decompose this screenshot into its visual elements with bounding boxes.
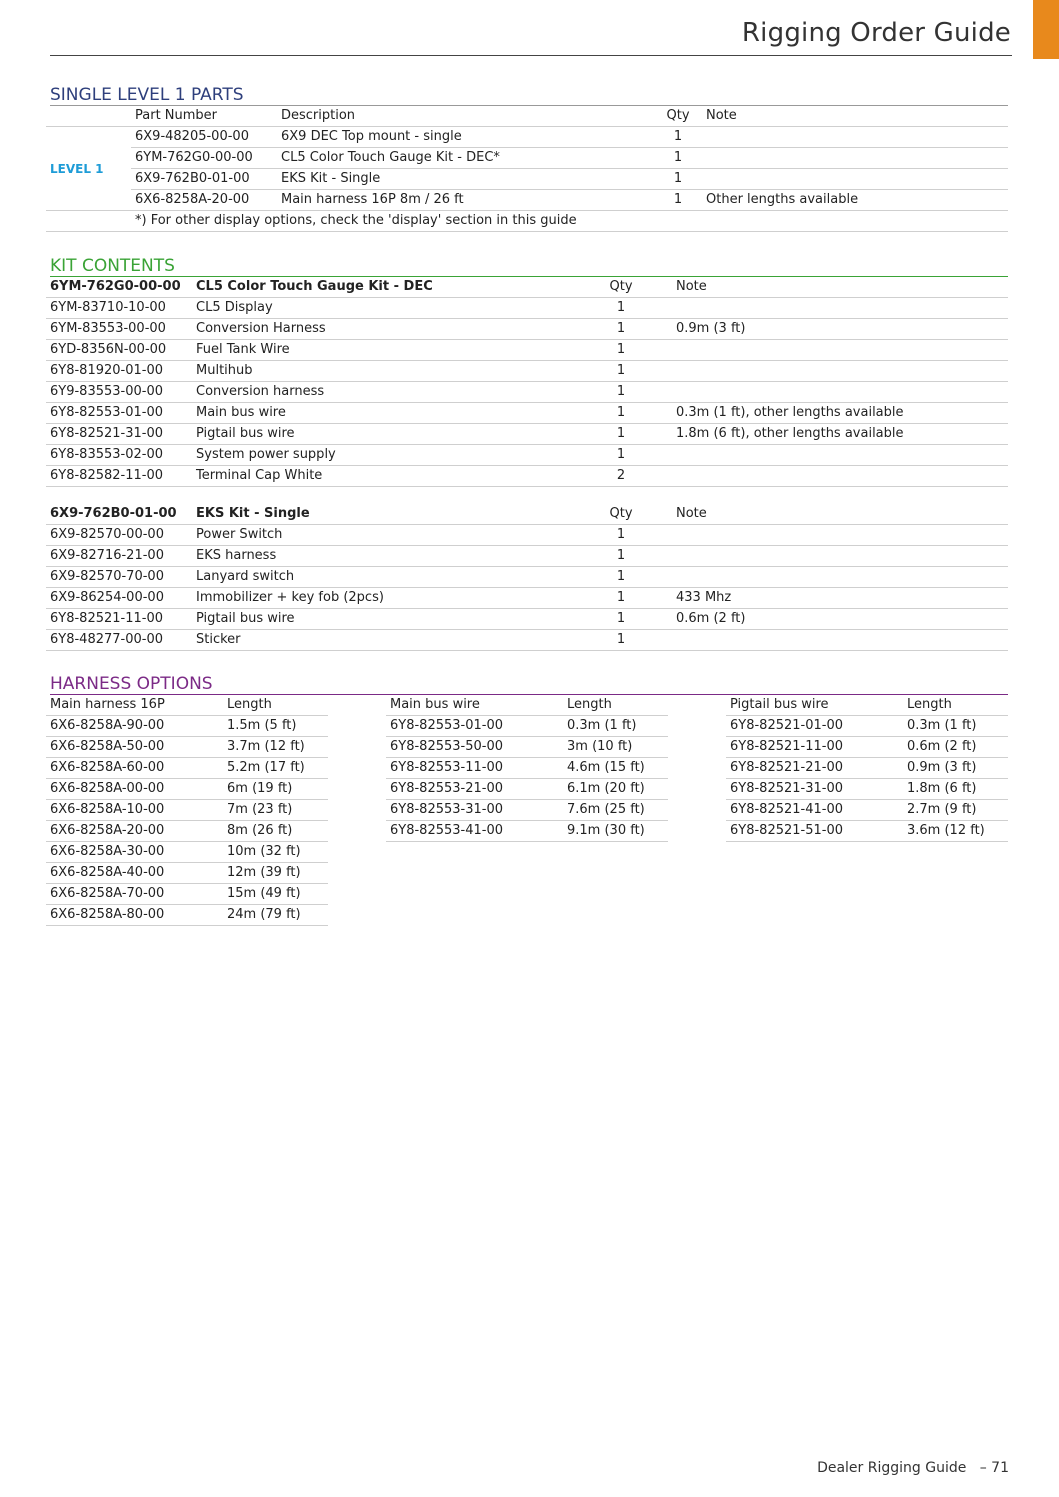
qty: 1: [654, 190, 702, 211]
part-number: 6X6-8258A-70-00: [46, 884, 223, 905]
description: 6X9 DEC Top mount - single: [277, 127, 654, 148]
footnote: *) For other display options, check the 'display' section in this guide: [131, 211, 1008, 232]
qty: 1: [570, 361, 672, 382]
footer-text: Dealer Rigging Guide: [817, 1460, 967, 1476]
table-row: [46, 546, 1008, 567]
table-row: [46, 905, 328, 926]
length: 7m (23 ft): [223, 800, 328, 821]
kit-contents-title: KIT CONTENTS: [50, 256, 175, 276]
length: 5.2m (17 ft): [223, 758, 328, 779]
table-row: [46, 884, 328, 905]
kit2-part-number: 6X9-762B0-01-00: [46, 504, 192, 525]
qty: 1: [570, 525, 672, 546]
table-row: [46, 758, 328, 779]
header-name: Main harness 16P: [46, 695, 223, 716]
table-row: [46, 525, 1008, 546]
description: CL5 Display: [192, 298, 570, 319]
description: Main harness 16P 8m / 26 ft: [277, 190, 654, 211]
header-qty: Qty: [570, 277, 672, 298]
table-row: [386, 737, 668, 758]
part-number: 6X6-8258A-90-00: [46, 716, 223, 737]
table-row: [386, 716, 668, 737]
header-length: Length: [223, 695, 328, 716]
table-row: [386, 779, 668, 800]
note: [702, 148, 1008, 169]
part-number: 6X6-8258A-80-00: [46, 905, 223, 926]
part-number: 6Y8-82553-01-00: [386, 716, 563, 737]
qty: 1: [570, 445, 672, 466]
table-header-row: [386, 695, 668, 716]
table-row: [46, 737, 328, 758]
part-number: 6Y8-82553-11-00: [386, 758, 563, 779]
description: Immobilizer + key fob (2pcs): [192, 588, 570, 609]
header-note: Note: [702, 106, 1008, 127]
part-number: 6X9-86254-00-00: [46, 588, 192, 609]
length: 7.6m (25 ft): [563, 800, 668, 821]
length: 3.6m (12 ft): [903, 821, 1008, 842]
note: 0.3m (1 ft), other lengths available: [672, 403, 1008, 424]
part-number: 6X9-82570-00-00: [46, 525, 192, 546]
part-number: 6Y8-82553-41-00: [386, 821, 563, 842]
table-row: [46, 588, 1008, 609]
length: 6m (19 ft): [223, 779, 328, 800]
note: 0.6m (2 ft): [672, 609, 1008, 630]
part-number: 6YM-83710-10-00: [46, 298, 192, 319]
table-row: [46, 609, 1008, 630]
part-number: 6X6-8258A-40-00: [46, 863, 223, 884]
table-row: [46, 382, 1008, 403]
header-name: Main bus wire: [386, 695, 563, 716]
table-row: [386, 758, 668, 779]
table-row: [46, 716, 328, 737]
qty: 1: [570, 298, 672, 319]
note: [672, 466, 1008, 487]
length: 0.6m (2 ft): [903, 737, 1008, 758]
table-row: [386, 821, 668, 842]
part-number: 6Y8-82521-41-00: [726, 800, 903, 821]
qty: 1: [570, 630, 672, 651]
table-row: [46, 466, 1008, 487]
page-number: 71: [991, 1460, 1009, 1476]
table-row: [726, 737, 1008, 758]
description: Power Switch: [192, 525, 570, 546]
qty: 1: [570, 424, 672, 445]
kit2-name: EKS Kit - Single: [192, 504, 570, 525]
header-name: Pigtail bus wire: [726, 695, 903, 716]
qty: 1: [654, 169, 702, 190]
description: Pigtail bus wire: [192, 424, 570, 445]
header-note: Note: [672, 504, 1008, 525]
note: Other lengths available: [702, 190, 1008, 211]
single-level-title: SINGLE LEVEL 1 PARTS: [50, 85, 244, 105]
description: Sticker: [192, 630, 570, 651]
footnote-row: [46, 211, 1008, 232]
table-row: [46, 403, 1008, 424]
table-row: [46, 319, 1008, 340]
harness-bus-table: [386, 695, 668, 842]
kit2-header-row: [46, 504, 1008, 525]
table-header-row: [46, 695, 328, 716]
header-qty: Qty: [570, 504, 672, 525]
table-row: [46, 567, 1008, 588]
table-row: [46, 190, 1008, 211]
header-part-number: Part Number: [131, 106, 277, 127]
table-row: [46, 821, 328, 842]
length: 24m (79 ft): [223, 905, 328, 926]
part-number: 6Y8-82521-31-00: [726, 779, 903, 800]
header-description: Description: [277, 106, 654, 127]
note: [672, 445, 1008, 466]
part-number: 6Y8-82521-51-00: [726, 821, 903, 842]
part-number: 6Y8-82553-50-00: [386, 737, 563, 758]
part-number: 6X6-8258A-20-00: [131, 190, 277, 211]
note: [672, 630, 1008, 651]
kit1-name: CL5 Color Touch Gauge Kit - DEC: [192, 277, 570, 298]
length: 0.3m (1 ft): [903, 716, 1008, 737]
length: 1.5m (5 ft): [223, 716, 328, 737]
part-number: 6Y8-82553-31-00: [386, 800, 563, 821]
table-row: [46, 148, 1008, 169]
harness-pigtail-table: [726, 695, 1008, 842]
part-number: 6Y8-83553-02-00: [46, 445, 192, 466]
note: 0.9m (3 ft): [672, 319, 1008, 340]
note: [672, 567, 1008, 588]
length: 0.3m (1 ft): [563, 716, 668, 737]
table-row: [46, 445, 1008, 466]
description: Terminal Cap White: [192, 466, 570, 487]
table-row: [726, 716, 1008, 737]
table-row: [46, 169, 1008, 190]
part-number: 6Y8-48277-00-00: [46, 630, 192, 651]
qty: 1: [570, 567, 672, 588]
part-number: 6Y8-82521-11-00: [726, 737, 903, 758]
table-row: [726, 800, 1008, 821]
qty: 2: [570, 466, 672, 487]
length: 3m (10 ft): [563, 737, 668, 758]
description: Conversion Harness: [192, 319, 570, 340]
note: [702, 169, 1008, 190]
part-number: 6Y8-82521-11-00: [46, 609, 192, 630]
kit1-header-row: [46, 277, 1008, 298]
qty: 1: [570, 588, 672, 609]
qty: 1: [654, 148, 702, 169]
qty: 1: [654, 127, 702, 148]
qty: 1: [570, 609, 672, 630]
footer-separator: –: [979, 1460, 987, 1476]
table-row: [386, 800, 668, 821]
part-number: 6X6-8258A-00-00: [46, 779, 223, 800]
page-title: Rigging Order Guide: [741, 18, 1011, 48]
table-row: [726, 821, 1008, 842]
table-row: [46, 340, 1008, 361]
harness-options-title: HARNESS OPTIONS: [50, 674, 213, 694]
single-level-table: [46, 106, 1008, 232]
note: [672, 298, 1008, 319]
description: Pigtail bus wire: [192, 609, 570, 630]
table-row: [46, 779, 328, 800]
note: [672, 546, 1008, 567]
part-number: 6Y8-82521-01-00: [726, 716, 903, 737]
length: 6.1m (20 ft): [563, 779, 668, 800]
part-number: 6YM-762G0-00-00: [131, 148, 277, 169]
table-header-row: [46, 106, 1008, 127]
description: System power supply: [192, 445, 570, 466]
part-number: 6Y8-82582-11-00: [46, 466, 192, 487]
qty: 1: [570, 382, 672, 403]
note: [672, 525, 1008, 546]
table-row: [726, 758, 1008, 779]
part-number: 6Y8-82521-31-00: [46, 424, 192, 445]
description: EKS harness: [192, 546, 570, 567]
level-label: LEVEL 1: [46, 127, 131, 211]
qty: 1: [570, 403, 672, 424]
description: EKS Kit - Single: [277, 169, 654, 190]
length: 10m (32 ft): [223, 842, 328, 863]
part-number: 6X6-8258A-50-00: [46, 737, 223, 758]
table-row: [46, 361, 1008, 382]
part-number: 6Y8-82553-21-00: [386, 779, 563, 800]
note: [702, 127, 1008, 148]
table-row: [46, 424, 1008, 445]
kit1-part-number: 6YM-762G0-00-00: [46, 277, 192, 298]
part-number: 6X6-8258A-10-00: [46, 800, 223, 821]
harness-main-table: [46, 695, 328, 926]
description: CL5 Color Touch Gauge Kit - DEC*: [277, 148, 654, 169]
table-header-row: [726, 695, 1008, 716]
description: Main bus wire: [192, 403, 570, 424]
orange-edge-tab: [1033, 0, 1059, 59]
kit2-table: [46, 504, 1008, 651]
table-row: [46, 127, 1008, 148]
table-row: [46, 630, 1008, 651]
description: Lanyard switch: [192, 567, 570, 588]
length: 3.7m (12 ft): [223, 737, 328, 758]
part-number: 6X6-8258A-60-00: [46, 758, 223, 779]
qty: 1: [570, 340, 672, 361]
description: Conversion harness: [192, 382, 570, 403]
description: Fuel Tank Wire: [192, 340, 570, 361]
length: 1.8m (6 ft): [903, 779, 1008, 800]
part-number: 6Y9-83553-00-00: [46, 382, 192, 403]
part-number: 6X9-48205-00-00: [131, 127, 277, 148]
note: [672, 382, 1008, 403]
page-footer: [817, 1460, 1009, 1476]
part-number: 6YM-83553-00-00: [46, 319, 192, 340]
title-rule: [50, 55, 1012, 56]
note: [672, 340, 1008, 361]
part-number: 6Y8-82521-21-00: [726, 758, 903, 779]
qty: 1: [570, 319, 672, 340]
table-row: [46, 800, 328, 821]
qty: 1: [570, 546, 672, 567]
header-qty: Qty: [654, 106, 702, 127]
part-number: 6X6-8258A-30-00: [46, 842, 223, 863]
note: 1.8m (6 ft), other lengths available: [672, 424, 1008, 445]
note: [672, 361, 1008, 382]
part-number: 6X9-762B0-01-00: [131, 169, 277, 190]
part-number: 6Y8-81920-01-00: [46, 361, 192, 382]
table-row: [46, 863, 328, 884]
table-row: [726, 779, 1008, 800]
length: 0.9m (3 ft): [903, 758, 1008, 779]
length: 15m (49 ft): [223, 884, 328, 905]
note: 433 Mhz: [672, 588, 1008, 609]
length: 9.1m (30 ft): [563, 821, 668, 842]
description: Multihub: [192, 361, 570, 382]
part-number: 6X9-82570-70-00: [46, 567, 192, 588]
table-row: [46, 298, 1008, 319]
part-number: 6Y8-82553-01-00: [46, 403, 192, 424]
header-note: Note: [672, 277, 1008, 298]
length: 2.7m (9 ft): [903, 800, 1008, 821]
part-number: 6X6-8258A-20-00: [46, 821, 223, 842]
part-number: 6X9-82716-21-00: [46, 546, 192, 567]
header-length: Length: [563, 695, 668, 716]
kit1-table: [46, 277, 1008, 487]
length: 4.6m (15 ft): [563, 758, 668, 779]
header-length: Length: [903, 695, 1008, 716]
length: 8m (26 ft): [223, 821, 328, 842]
table-row: [46, 842, 328, 863]
part-number: 6YD-8356N-00-00: [46, 340, 192, 361]
length: 12m (39 ft): [223, 863, 328, 884]
